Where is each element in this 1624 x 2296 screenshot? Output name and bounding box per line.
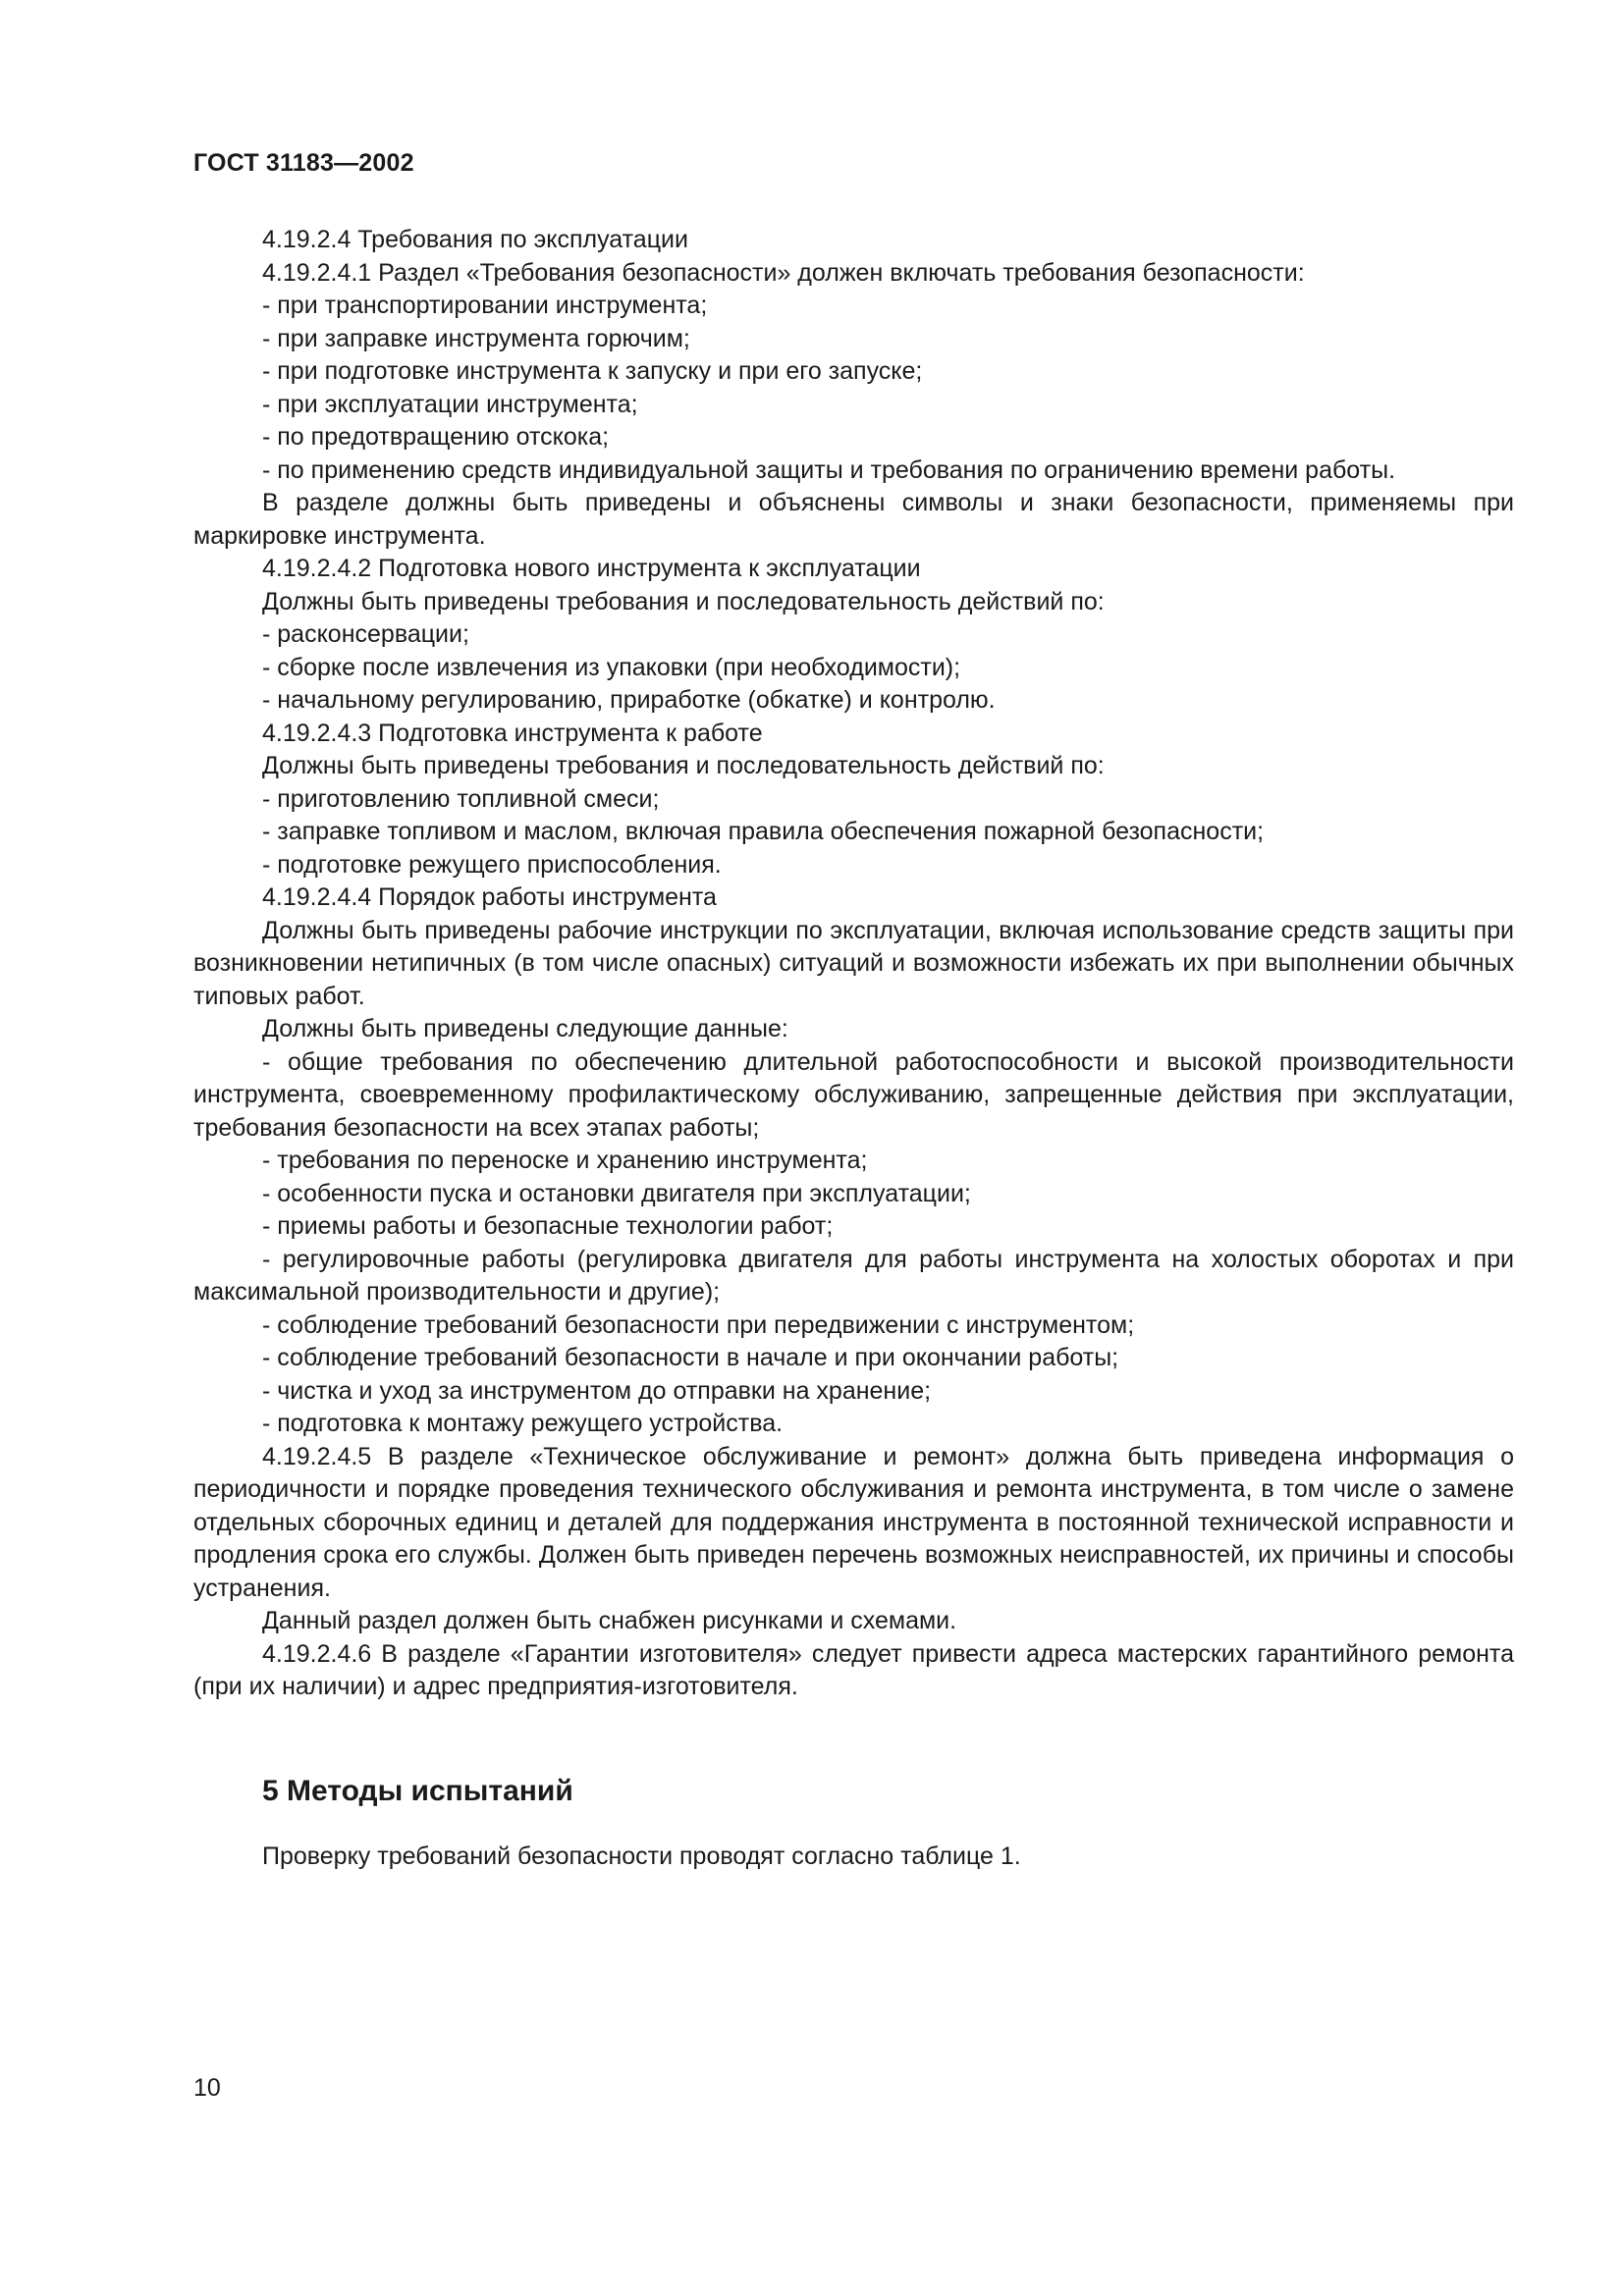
paragraph: Должны быть приведены рабочие инструкции по эксплуатации, включая использование средств защиты при возникновении нетипичных (в том числе опасных) ситуаций и возможности избежать их при выполнении обычных типовых работ. bbox=[193, 916, 1514, 1010]
list-item: - чистка и уход за инструментом до отправки на хранение; bbox=[262, 1376, 932, 1405]
list-item: - при транспортировании инструмента; bbox=[262, 292, 708, 319]
paragraph: 4.19.2.4.5 В разделе «Техническое обслуживание и ремонт» должна быть приведена информация о периодичности и порядке проведения технического обслуживания и ремонта инструмента, в том числе о замене отдельных сборочных единиц и деталей для поддержания инструмента в постоянной технической исправности и продления срока его службы. Должен быть приведен перечень возможных неисправностей, их причины и способы устранения. bbox=[193, 1442, 1514, 1602]
paragraph: 4.19.2.4.1 Раздел «Требования безопасности» должен включать требования безопасности: bbox=[262, 258, 1305, 287]
paragraph: Данный раздел должен быть снабжен рисунками и схемами. bbox=[262, 1607, 957, 1634]
list-item: - заправке топливом и маслом, включая правила обеспечения пожарной безопасности; bbox=[262, 818, 1265, 845]
list-item: - приемы работы и безопасные технологии работ; bbox=[262, 1212, 834, 1240]
section-intro: Проверку требований безопасности проводят согласно таблице 1. bbox=[262, 1842, 1021, 1870]
paragraph: 4.19.2.4.3 Подготовка инструмента к работе bbox=[262, 719, 763, 747]
page-number: 10 bbox=[193, 2074, 221, 2102]
list-item: - соблюдение требований безопасности при передвижении с инструментом; bbox=[262, 1310, 1135, 1339]
list-item: - при подготовке инструмента к запуску и при его запуске; bbox=[262, 357, 923, 385]
list-item: - сборке после извлечения из упаковки (при необходимости); bbox=[262, 653, 961, 681]
list-item: - особенности пуска и остановки двигателя при эксплуатации; bbox=[262, 1179, 971, 1207]
list-item: - приготовлению топливной смеси; bbox=[262, 784, 660, 813]
list-item: - требования по переноске и хранению инструмента; bbox=[262, 1147, 868, 1174]
list-item: - по предотвращению отскока; bbox=[262, 423, 610, 451]
list-item: - общие требования по обеспечению длительной работоспособности и высокой производительности инструмента, своевременному профилактическому обслуживанию, запрещенные действия при эксплуатации, требования безопасности на всех этапах работы; bbox=[193, 1047, 1514, 1142]
paragraph: 4.19.2.4.6 В разделе «Гарантии изготовителя» следует привести адреса мастерских гарантийного ремонта (при их наличии) и адрес предприятия-изготовителя. bbox=[193, 1639, 1514, 1700]
document-code: ГОСТ 31183—2002 bbox=[193, 149, 414, 177]
paragraph: Должны быть приведены требования и последовательность действий по: bbox=[262, 752, 1105, 779]
list-item: - подготовке режущего приспособления. bbox=[262, 850, 722, 879]
list-item: - соблюдение требований безопасности в начале и при окончании работы; bbox=[262, 1344, 1119, 1371]
paragraph: 4.19.2.4.4 Порядок работы инструмента bbox=[262, 883, 717, 911]
list-item: - расконсервации; bbox=[262, 620, 469, 648]
list-item: - по применению средств индивидуальной защиты и требования по ограничению времени работы. bbox=[262, 455, 1396, 484]
paragraph: 4.19.2.4.2 Подготовка нового инструмента к эксплуатации bbox=[262, 555, 921, 582]
paragraph: 4.19.2.4 Требования по эксплуатации bbox=[262, 226, 688, 253]
list-item: - при эксплуатации инструмента; bbox=[262, 390, 638, 418]
list-item: - при заправке инструмента горючим; bbox=[262, 324, 690, 352]
paragraph: В разделе должны быть приведены и объяснены символы и знаки безопасности, применяемы при маркировке инструмента. bbox=[193, 489, 1514, 550]
section-heading: 5 Методы испытаний bbox=[262, 1775, 573, 1807]
list-item: - регулировочные работы (регулировка двигателя для работы инструмента на холостых оборотах и при максимальной производительности и другие); bbox=[193, 1245, 1514, 1306]
body-text bbox=[193, 224, 1514, 1704]
list-item: - начальному регулированию, приработке (обкатке) и контролю. bbox=[262, 686, 996, 714]
list-item: - подготовка к монтажу режущего устройства. bbox=[262, 1410, 784, 1437]
paragraph: Должны быть приведены следующие данные: bbox=[262, 1015, 788, 1042]
paragraph: Должны быть приведены требования и последовательность действий по: bbox=[262, 587, 1105, 615]
